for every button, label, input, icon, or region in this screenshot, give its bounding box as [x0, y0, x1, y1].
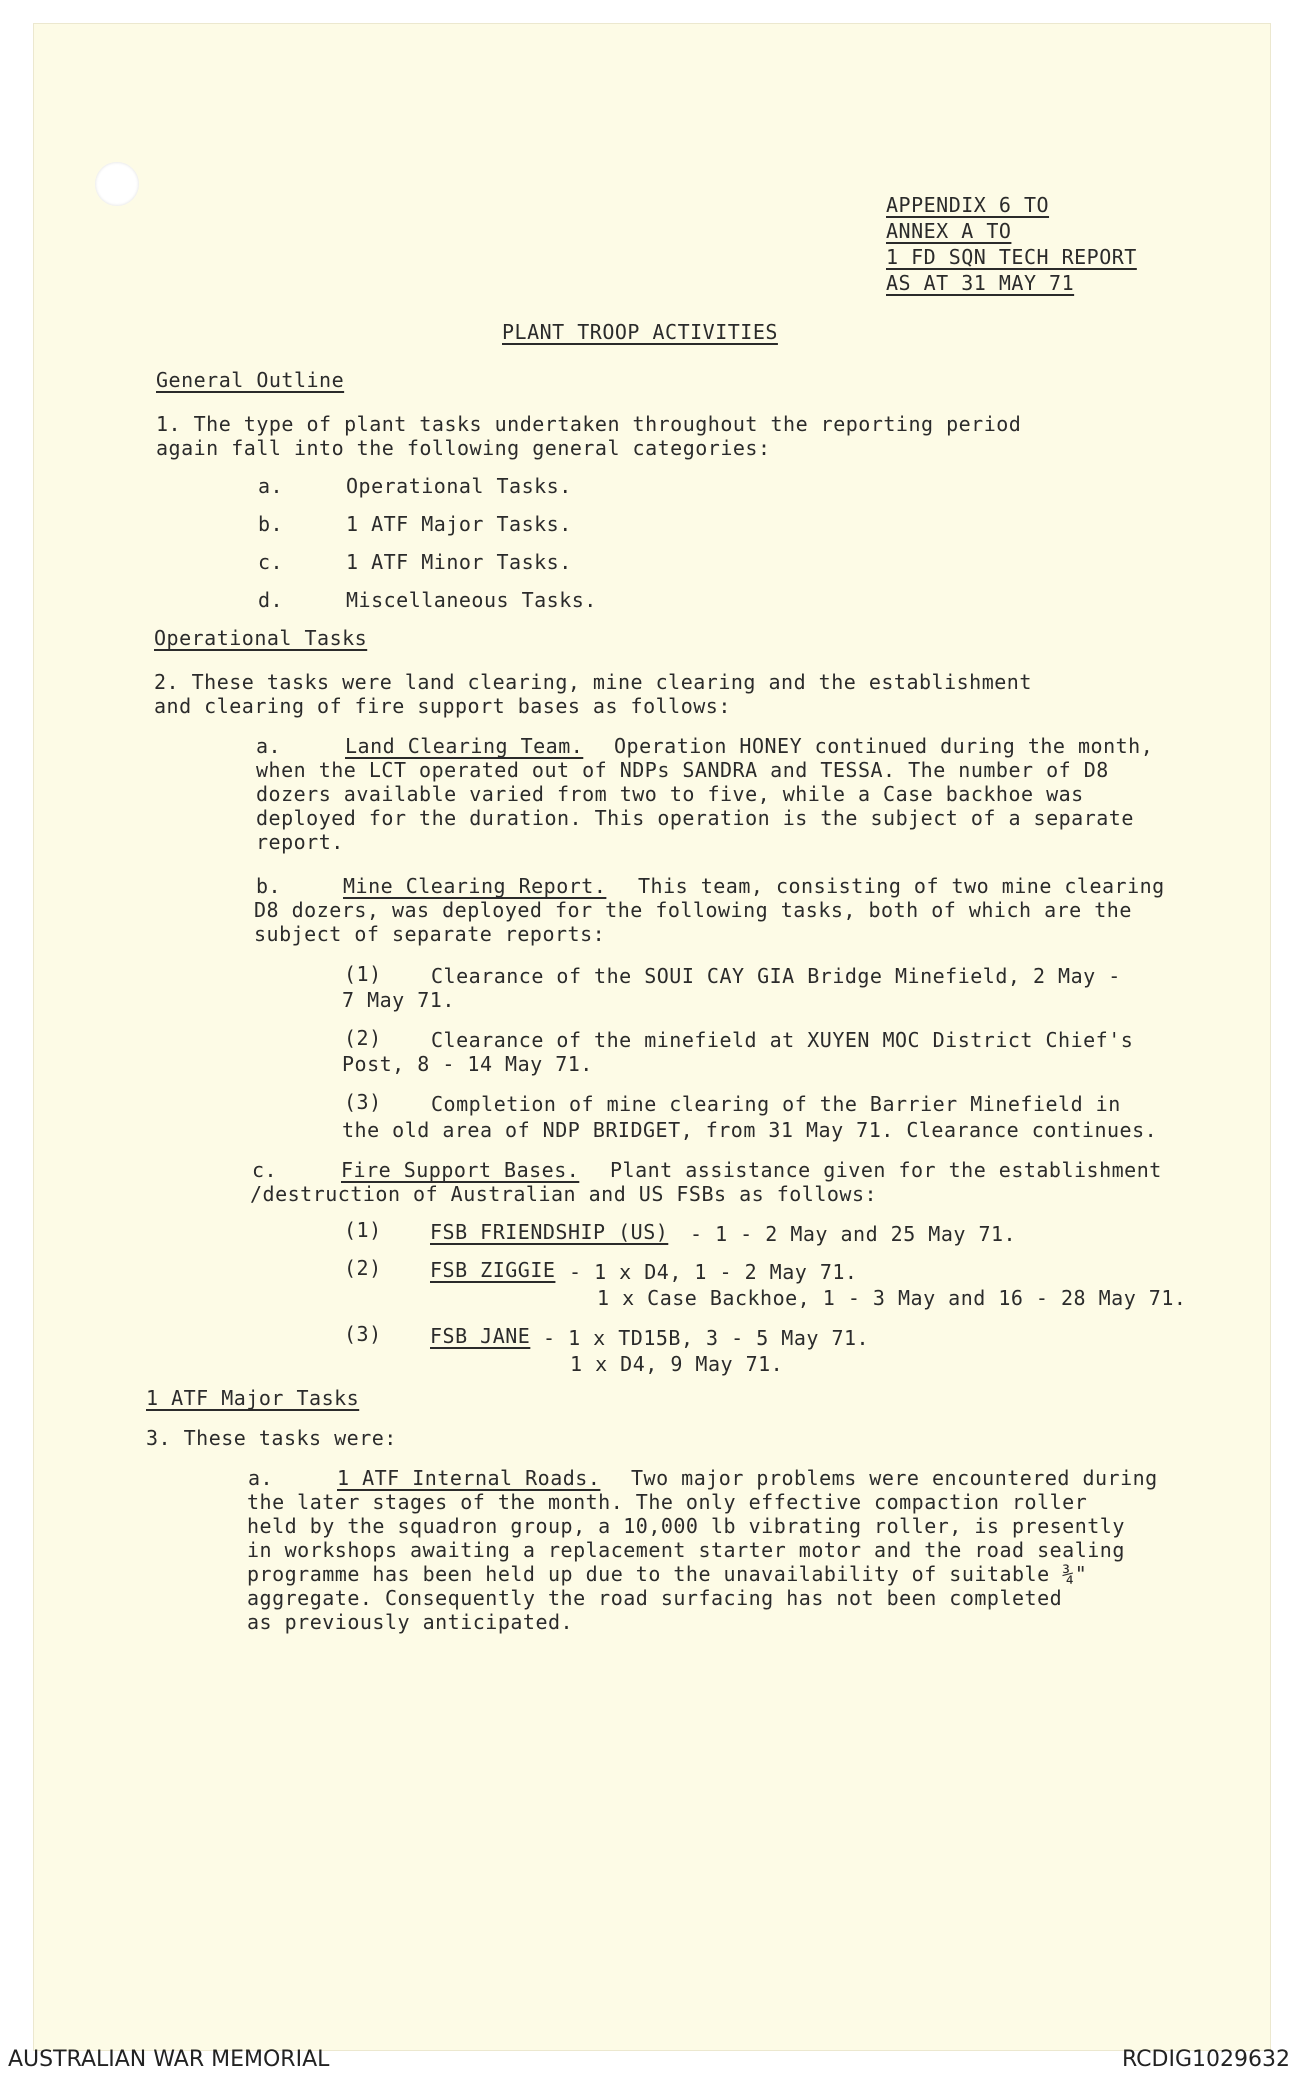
category-letter: d.: [258, 588, 284, 612]
item-letter: a.: [256, 734, 282, 758]
appendix-line-1: APPENDIX 6 TO: [886, 193, 1050, 217]
item-text: Operation HONEY continued during the month,: [614, 734, 1154, 758]
subitem-text: Post, 8 - 14 May 71.: [342, 1052, 593, 1076]
item-text: Plant assistance given for the establishment: [610, 1158, 1162, 1182]
appendix-line-3: 1 FD SQN TECH REPORT: [886, 245, 1137, 269]
category-letter: c.: [258, 550, 284, 574]
paragraph-1-line-1: 1. The type of plant tasks undertaken throughout the reporting period: [156, 412, 1022, 436]
item-title-land-clearing: Land Clearing Team.: [345, 734, 584, 758]
category-text: 1 ATF Major Tasks.: [346, 512, 572, 536]
item-text: aggregate. Consequently the road surfacing has not been completed: [247, 1586, 1063, 1610]
section-heading-operational: Operational Tasks: [154, 626, 368, 650]
item-title-internal-roads: 1 ATF Internal Roads.: [337, 1466, 601, 1490]
subitem-number: (1): [344, 1218, 382, 1242]
item-text: Two major problems were encountered during: [631, 1466, 1158, 1490]
item-text: /destruction of Australian and US FSBs as follows:: [250, 1182, 878, 1206]
item-text: held by the squadron group, a 10,000 lb vibrating roller, is presently: [247, 1514, 1125, 1538]
subitem-text: the old area of NDP BRIDGET, from 31 May 71. Clearance continues.: [342, 1118, 1158, 1142]
appendix-line-2: ANNEX A TO: [886, 219, 1012, 243]
footer-id: RCDIG1029632: [1121, 2047, 1290, 2072]
fsb-detail: 1 x D4, 9 May 71.: [570, 1352, 784, 1376]
subitem-number: (2): [344, 1256, 382, 1280]
subitem-number: (3): [344, 1090, 382, 1114]
fsb-detail: - 1 x D4, 1 - 2 May 71.: [569, 1260, 858, 1284]
category-letter: a.: [258, 474, 284, 498]
item-text: subject of separate reports:: [254, 922, 606, 946]
subitem-text: Clearance of the minefield at XUYEN MOC District Chief's: [431, 1028, 1134, 1052]
item-letter: b.: [256, 874, 282, 898]
page-title: PLANT TROOP ACTIVITIES: [502, 320, 778, 344]
category-text: 1 ATF Minor Tasks.: [346, 550, 572, 574]
fsb-detail: - 1 - 2 May and 25 May 71.: [690, 1222, 1017, 1246]
subitem-number: (1): [344, 962, 382, 986]
subitem-text: Clearance of the SOUI CAY GIA Bridge Minefield, 2 May -: [431, 964, 1121, 988]
item-text: in workshops awaiting a replacement starter motor and the road sealing: [247, 1538, 1125, 1562]
footer-source: AUSTRALIAN WAR MEMORIAL: [8, 2047, 330, 2072]
fsb-detail: 1 x Case Backhoe, 1 - 3 May and 16 - 28 May 71.: [597, 1286, 1187, 1310]
item-text: This team, consisting of two mine clearing: [638, 874, 1165, 898]
paragraph-3: 3. These tasks were:: [146, 1426, 397, 1450]
fsb-detail: - 1 x TD15B, 3 - 5 May 71.: [543, 1326, 870, 1350]
fsb-name: FSB ZIGGIE: [430, 1258, 556, 1282]
section-heading-major: 1 ATF Major Tasks: [146, 1386, 360, 1410]
punch-hole: [95, 162, 139, 206]
fsb-name: FSB JANE: [430, 1324, 531, 1348]
subitem-text: 7 May 71.: [342, 988, 455, 1012]
item-letter: c.: [252, 1158, 278, 1182]
item-title-fire-support: Fire Support Bases.: [341, 1158, 580, 1182]
appendix-line-4: AS AT 31 MAY 71: [886, 271, 1075, 295]
item-text: report.: [256, 830, 344, 854]
fsb-name: FSB FRIENDSHIP (US): [430, 1220, 669, 1244]
item-text: as previously anticipated.: [247, 1610, 574, 1634]
paragraph-1-line-2: again fall into the following general categories:: [156, 436, 771, 460]
item-text: the later stages of the month. The only effective compaction roller: [247, 1490, 1088, 1514]
paragraph-2-line-2: and clearing of fire support bases as follows:: [154, 694, 731, 718]
item-letter: a.: [248, 1466, 274, 1490]
subitem-text: Completion of mine clearing of the Barrier Minefield in: [431, 1092, 1121, 1116]
category-letter: b.: [258, 512, 284, 536]
subitem-number: (2): [344, 1026, 382, 1050]
category-text: Miscellaneous Tasks.: [346, 588, 597, 612]
paragraph-2-line-1: 2. These tasks were land clearing, mine clearing and the establishment: [154, 670, 1032, 694]
section-heading-general: General Outline: [156, 368, 345, 392]
item-text: programme has been held up due to the unavailability of suitable ¾": [247, 1562, 1088, 1586]
category-text: Operational Tasks.: [346, 474, 572, 498]
item-title-mine-clearing: Mine Clearing Report.: [343, 874, 607, 898]
item-text: D8 dozers, was deployed for the following tasks, both of which are the: [254, 898, 1132, 922]
subitem-number: (3): [344, 1322, 382, 1346]
item-text: deployed for the duration. This operation is the subject of a separate: [256, 806, 1134, 830]
item-text: when the LCT operated out of NDPs SANDRA and TESSA. The number of D8: [256, 758, 1109, 782]
item-text: dozers available varied from two to five, while a Case backhoe was: [256, 782, 1084, 806]
